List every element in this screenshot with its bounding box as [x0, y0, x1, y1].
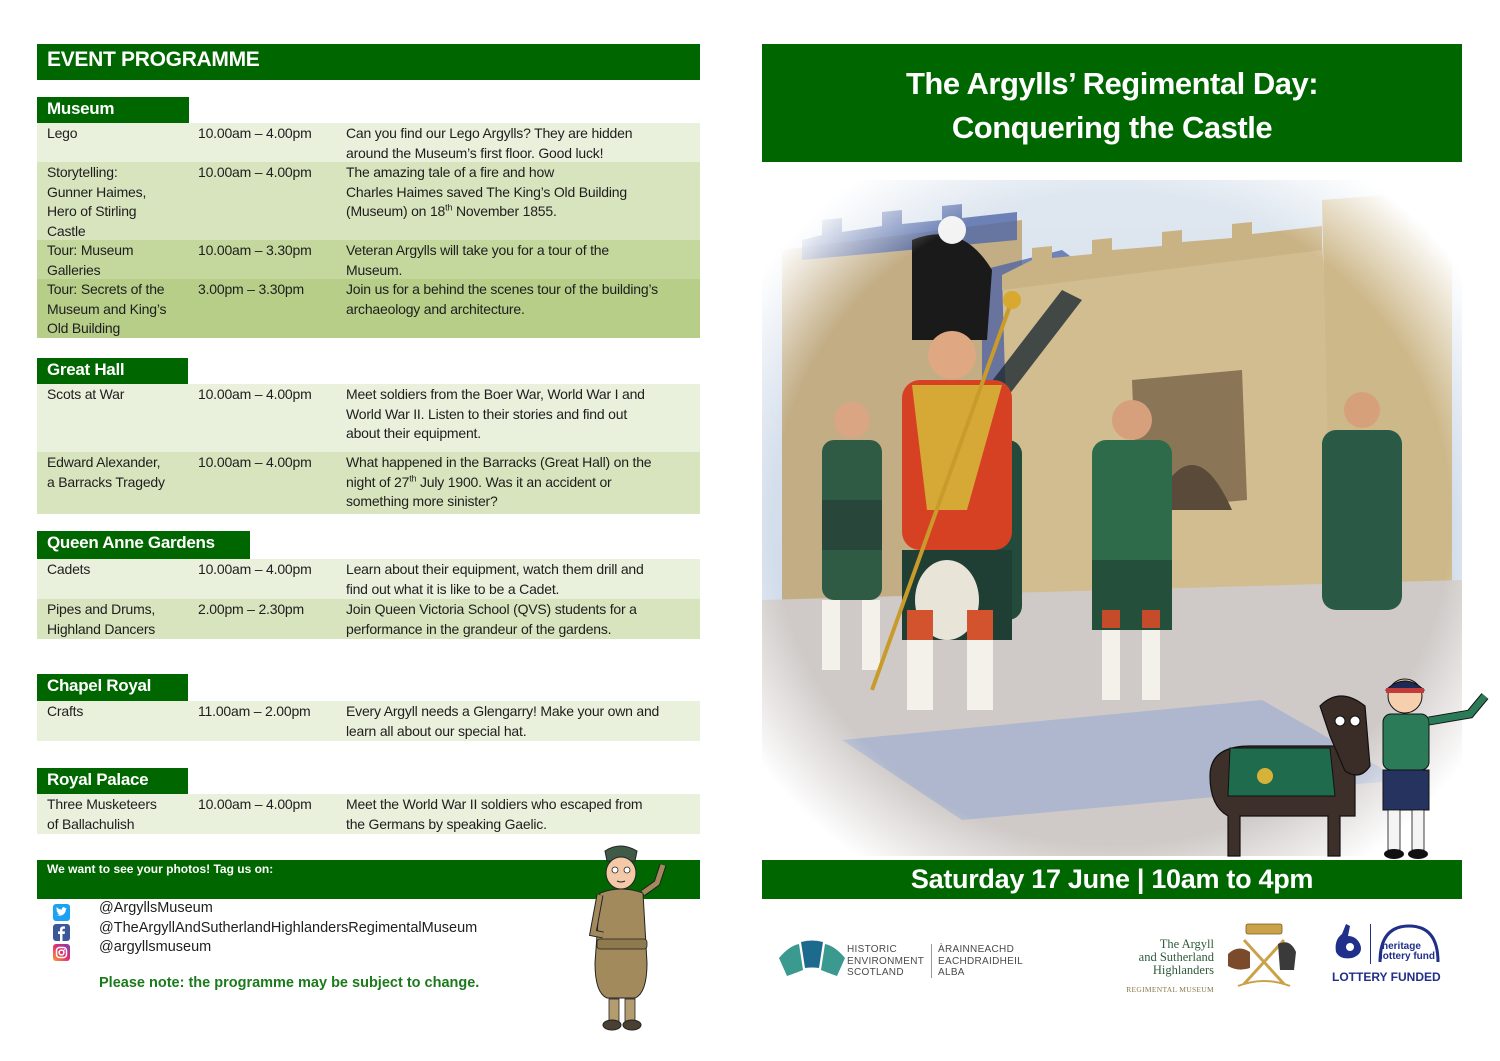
twitter-icon [53, 904, 70, 921]
event-time: 10.00am – 4.00pm [198, 561, 312, 577]
event-description: Learn about their equipment, watch them drill and find out what it is like to be a Cadet. [346, 561, 644, 597]
event-row [37, 794, 700, 834]
event-time: 10.00am – 4.00pm [198, 125, 312, 141]
event-name: Lego [47, 125, 78, 141]
instagram-icon [53, 944, 70, 961]
event-name: Scots at War [47, 386, 125, 402]
section-header-museum: Museum [37, 97, 189, 123]
hes-logo-text-gd: ÀRAINNEACHD EACHDRAIDHEIL ALBA [938, 944, 1024, 978]
event-description: Every Argyll needs a Glengarry! Make your own and learn all about our special hat. [346, 703, 660, 739]
event-description: Veteran Argylls will take you for a tour of the Museum. [346, 242, 609, 278]
event-row [37, 162, 700, 240]
event-description: Join Queen Victoria School (QVS) students for a performance in the grandeur of the gardens. [346, 601, 637, 637]
event-row [37, 452, 700, 514]
event-time: 10.00am – 4.00pm [198, 796, 312, 812]
event-time: 11.00am – 2.00pm [198, 703, 311, 719]
section-header-royal-palace: Royal Palace [37, 768, 188, 794]
event-row [37, 701, 700, 741]
event-name: Edward Alexander, a Barracks Tragedy [47, 454, 165, 490]
facebook-icon [53, 924, 70, 941]
argyll-regimental-crest-icon [1224, 922, 1304, 992]
event-description: Join us for a behind the scenes tour of the building’s archaeology and architecture. [346, 281, 658, 317]
event-name: Crafts [47, 703, 84, 719]
historic-environment-scotland-logo [777, 938, 847, 976]
event-time: 3.00pm – 3.30pm [198, 281, 304, 297]
argyll-museum-logo-text: The Argyll and Sutherland Highlanders REGIMENTAL MUSEUM [1126, 937, 1214, 994]
heritage-lottery-fund-logo: heritage lottery fund [1376, 922, 1442, 966]
event-time: 10.00am – 4.00pm [198, 454, 312, 470]
event-row [37, 240, 700, 279]
event-name: Storytelling: Gunner Haimes, Hero of Stirling Castle [47, 164, 147, 239]
event-time: 10.00am – 3.30pm [198, 242, 312, 258]
event-date-banner: Saturday 17 June | 10am to 4pm [762, 860, 1462, 899]
event-name: Pipes and Drums, Highland Dancers [47, 601, 156, 637]
hes-logo-text-en: HISTORIC ENVIRONMENT SCOTLAND [847, 944, 925, 978]
photos-banner: We want to see your photos! Tag us on: [37, 860, 700, 899]
section-header-great-hall: Great Hall [37, 358, 188, 384]
national-lottery-crossed-fingers-icon [1330, 922, 1366, 962]
event-description: Can you find our Lego Argylls? They are hidden around the Museum’s first floor. Good luck! [346, 125, 633, 161]
event-description: Meet the World War II soldiers who escaped from the Germans by speaking Gaelic. [346, 796, 643, 832]
lottery-funded-label: LOTTERY FUNDED [1332, 970, 1441, 984]
logo-divider [931, 944, 932, 978]
cartoon-pony-and-cadet-illustration [1190, 676, 1490, 866]
event-name: Tour: Secrets of the Museum and King’s Old Building [47, 281, 167, 337]
event-row [37, 384, 700, 452]
event-description: Meet soldiers from the Boer War, World War I and World War II. Listen to their stories and find out about their equipment. [346, 386, 645, 442]
event-name: Tour: Museum Galleries [47, 242, 134, 278]
poster-title-line1: The Argylls’ Regimental Day: [905, 66, 1319, 101]
event-name: Three Musketeers of Ballachulish [47, 796, 157, 832]
event-row [37, 123, 700, 162]
instagram-handle[interactable]: @argyllsmuseum [99, 939, 212, 955]
hlf-divider [1370, 924, 1371, 964]
programme-title: EVENT PROGRAMME [37, 44, 700, 80]
event-time: 2.00pm – 2.30pm [198, 601, 304, 617]
facebook-handle[interactable]: @TheArgyllAndSutherlandHighlandersRegimentalMuseum [99, 920, 478, 936]
event-description: What happened in the Barracks (Great Hall) on the night of 27th July 1900. Was it an accident or something more sinister? [346, 454, 652, 510]
event-description: The amazing tale of a fire and how Charles Haimes saved The King’s Old Building (Museum) on 18th November 1855. [346, 164, 627, 220]
cartoon-soldier-illustration [575, 843, 675, 1033]
section-header-queen-anne-gardens: Queen Anne Gardens [37, 531, 250, 559]
poster-title-banner [762, 44, 1462, 162]
event-row [37, 279, 700, 338]
twitter-handle[interactable]: @ArgyllsMuseum [99, 900, 213, 916]
event-time: 10.00am – 4.00pm [198, 386, 312, 402]
event-time: 10.00am – 4.00pm [198, 164, 312, 180]
event-row [37, 599, 700, 639]
poster-title-line2: Conquering the Castle [951, 110, 1273, 145]
programme-change-note: Please note: the programme may be subject to change. [99, 975, 480, 991]
event-name: Cadets [47, 561, 91, 577]
section-header-chapel-royal: Chapel Royal [37, 674, 188, 701]
event-row [37, 559, 700, 599]
